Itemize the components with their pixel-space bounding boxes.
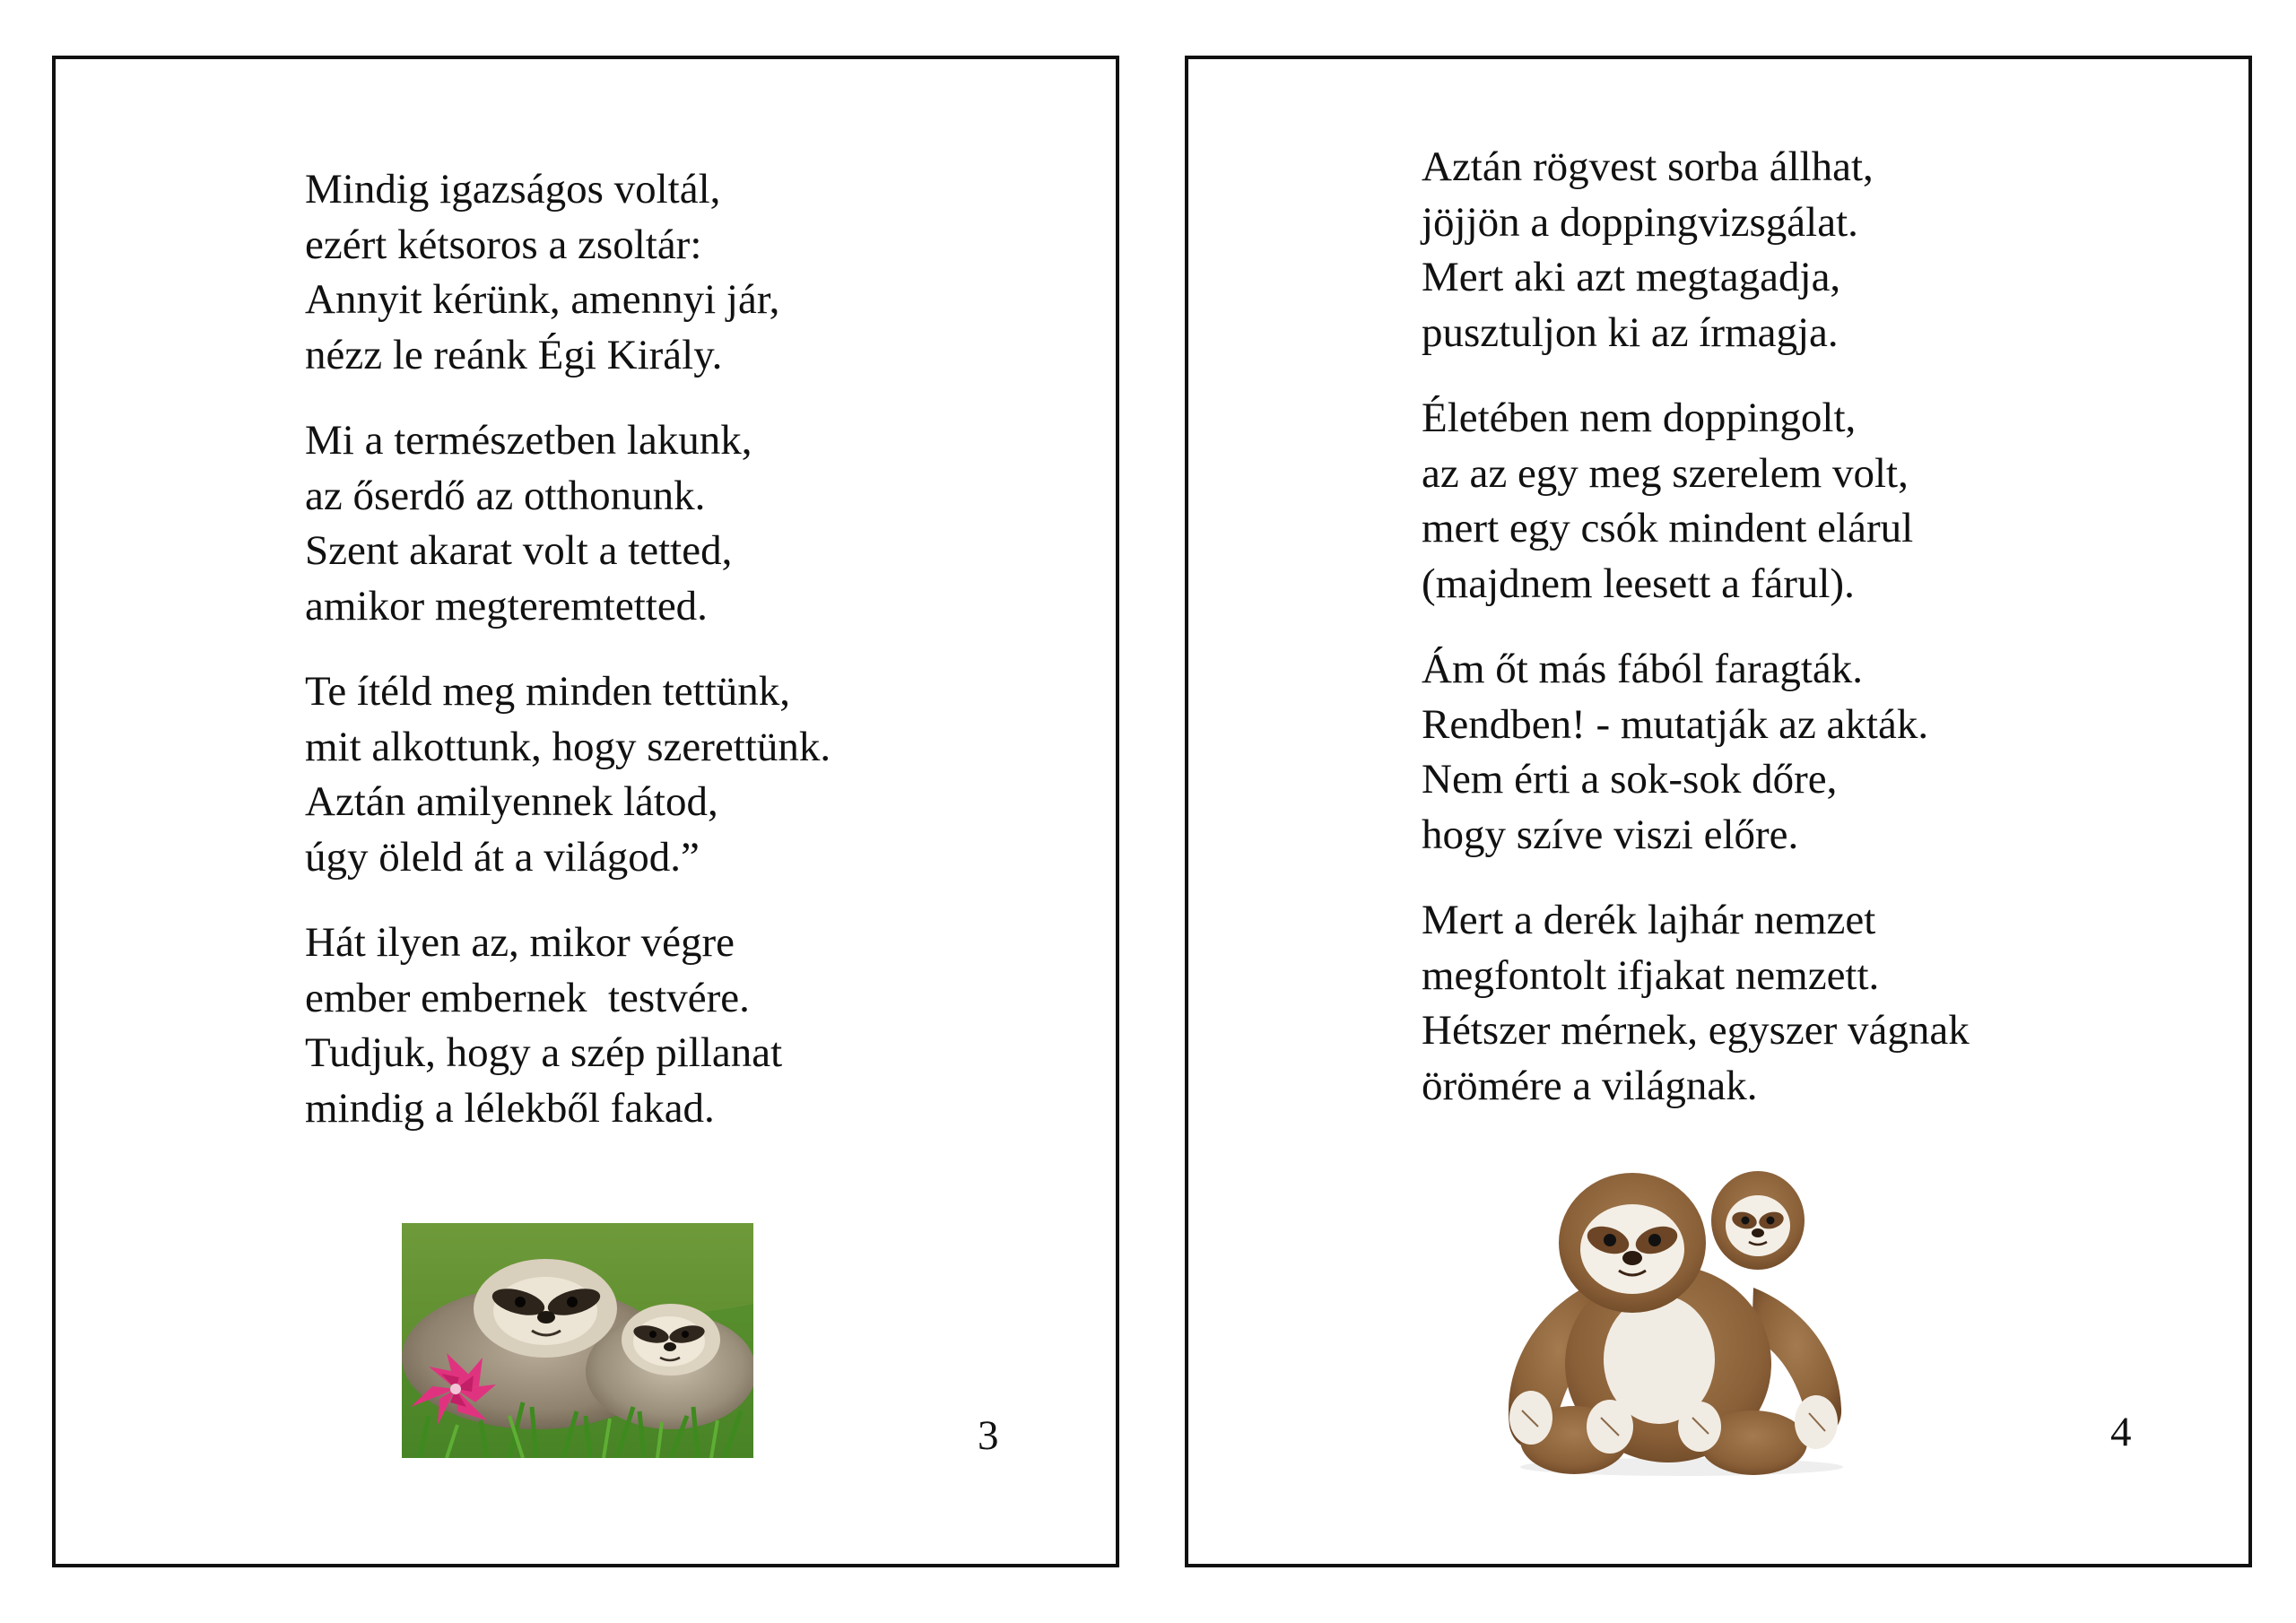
stanza — [1422, 140, 1970, 360]
poem-line: Annyit kérünk, amennyi jár, — [305, 276, 780, 323]
poem-line: mindig a lélekből fakad. — [305, 1084, 715, 1132]
plush-sloth-photo — [1484, 1158, 1879, 1480]
poem-line: mit alkottunk, hogy szerettünk. — [305, 723, 831, 770]
poem-line: ezért kétsoros a zsoltár: — [305, 221, 702, 268]
poem-line: mert egy csók mindent elárul — [1422, 505, 1914, 551]
poem-line: Mert aki azt megtagadja, — [1422, 254, 1841, 300]
poem-text — [1422, 140, 1970, 1144]
page-number: 3 — [978, 1412, 999, 1459]
poem-line: Életében nem doppingolt, — [1422, 395, 1857, 441]
poem-line: Hát ilyen az, mikor végre — [305, 919, 735, 966]
poem-line: örömére a világnak. — [1422, 1062, 1758, 1109]
poem-line: (majdnem leesett a fárul). — [1422, 560, 1855, 607]
stanza — [305, 162, 831, 383]
book-page-right — [1185, 56, 2252, 1567]
poem-line: az az egy meg szerelem volt, — [1422, 449, 1909, 497]
poem-line: Szent akarat volt a tetted, — [305, 527, 733, 574]
poem-line: Nem érti a sok-sok dőre, — [1422, 756, 1838, 803]
stanza — [1422, 642, 1970, 863]
stanza — [1422, 893, 1970, 1114]
poem-line: megfontolt ifjakat nemzett. — [1422, 951, 1880, 999]
poem-line: Aztán rögvest sorba állhat, — [1422, 143, 1874, 190]
poem-line: Ám őt más fából faragták. — [1422, 646, 1864, 692]
poem-line: Rendben! - mutatják az akták. — [1422, 700, 1929, 748]
poem-line: ember embernek testvére. — [305, 974, 750, 1021]
poem-line: Mindig igazságos voltál, — [305, 166, 721, 213]
stanza — [1422, 391, 1970, 612]
poem-line: Tudjuk, hogy a szép pillanat — [305, 1029, 783, 1076]
poem-line: Hétszer mérnek, egyszer vágnak — [1422, 1007, 1970, 1054]
page-number: 4 — [2110, 1409, 2132, 1455]
poem-line: az őserdő az otthonunk. — [305, 472, 706, 519]
stanza — [305, 413, 831, 634]
poem-line: Mert a derék lajhár nemzet — [1422, 897, 1876, 943]
poem-line: jöjjön a doppingvizsgálat. — [1422, 198, 1858, 246]
poem-line: amikor megteremtetted. — [305, 582, 708, 629]
poem-line: úgy öleld át a világod.” — [305, 833, 700, 881]
poem-line: nézz le reánk Égi Király. — [305, 331, 723, 378]
poem-line: Mi a természetben lakunk, — [305, 417, 752, 464]
stanza — [305, 664, 831, 885]
poem-text — [305, 162, 831, 1167]
poem-line: Te ítéld meg minden tettünk, — [305, 668, 791, 715]
stanza — [305, 916, 831, 1136]
poem-line: pusztuljon ki az írmagja. — [1422, 308, 1839, 356]
book-page-left — [52, 56, 1119, 1567]
poem-line: hogy szíve viszi előre. — [1422, 811, 1799, 858]
poem-line: Aztán amilyennek látod, — [305, 778, 718, 825]
sloths-photo — [402, 1223, 753, 1458]
